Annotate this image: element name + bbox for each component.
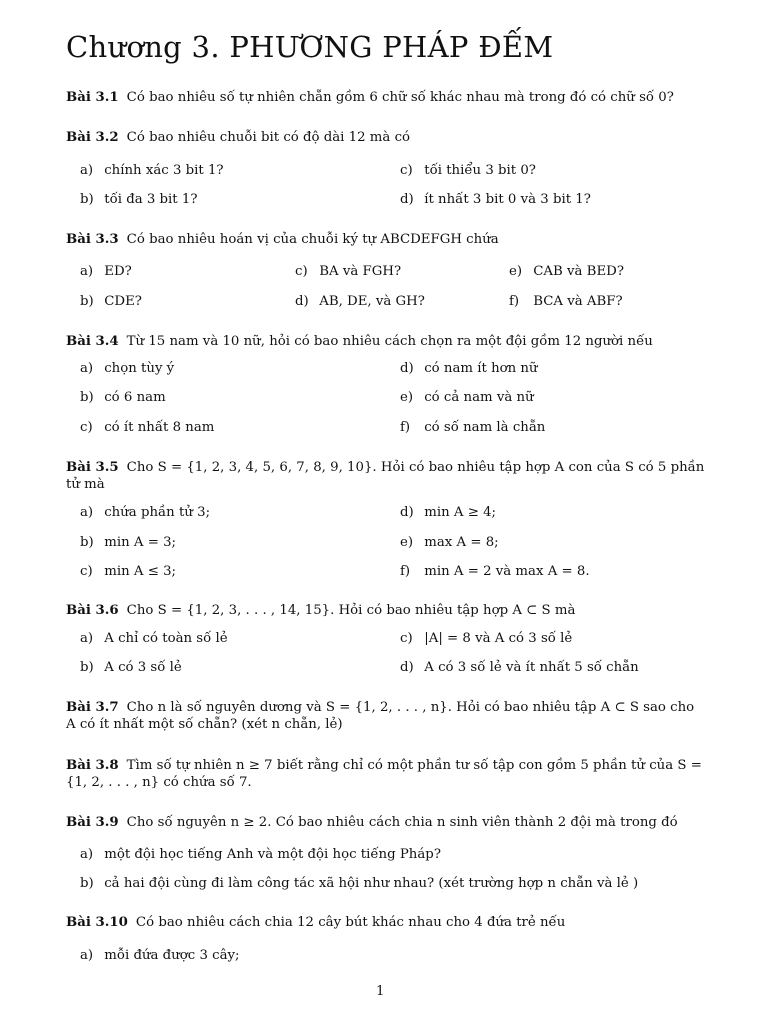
item-text: chính xác 3 bit 1? bbox=[104, 163, 224, 178]
item-marker: b) bbox=[80, 876, 94, 891]
item-text: mỗi đứa được 3 cây; bbox=[104, 948, 240, 963]
list-item bbox=[509, 293, 623, 310]
problem-text: Có bao nhiêu số tự nhiên chẵn gồm 6 chữ số khác nhau mà trong đó có chữ số 0? bbox=[126, 90, 674, 105]
item-text: có cả nam và nữ bbox=[424, 390, 534, 405]
item-text: tối đa 3 bit 1? bbox=[104, 192, 198, 207]
item-marker: e) bbox=[400, 535, 414, 550]
problem-3-3 bbox=[66, 231, 499, 248]
problem-label: Bài 3.4 bbox=[66, 334, 119, 349]
list-item bbox=[80, 875, 638, 892]
item-marker: a) bbox=[80, 948, 94, 963]
item-marker: c) bbox=[400, 163, 413, 178]
item-text: BA và FGH? bbox=[319, 264, 402, 279]
problem-label: Bài 3.7 bbox=[66, 700, 119, 715]
item-marker: b) bbox=[80, 535, 94, 550]
item-marker: d) bbox=[400, 505, 414, 520]
list-item bbox=[400, 659, 639, 676]
problem-text: Cho n là số nguyên dương và S = {1, 2, . . . , n}. Hỏi có bao nhiêu tập A ⊂ S sao cho A có ít nhất một số chẵn? (xét n chẵn, lẻ) bbox=[66, 700, 695, 732]
list-item bbox=[80, 846, 441, 863]
list-item bbox=[400, 191, 591, 208]
item-marker: b) bbox=[80, 192, 94, 207]
list-item bbox=[295, 263, 401, 280]
problem-text: Có bao nhiêu cách chia 12 cây bút khác nhau cho 4 đứa trẻ nếu bbox=[135, 915, 566, 930]
item-marker: f) bbox=[400, 564, 411, 579]
item-marker: a) bbox=[80, 361, 94, 376]
chapter-title: Chương 3. PHƯƠNG PHÁP ĐẾM bbox=[66, 30, 554, 64]
item-marker: d) bbox=[400, 192, 414, 207]
item-text: A có 3 số lẻ bbox=[104, 660, 182, 675]
item-text: chọn tùy ý bbox=[104, 361, 175, 376]
problem-label: Bài 3.10 bbox=[66, 915, 128, 930]
problem-3-10 bbox=[66, 914, 565, 931]
problem-3-2 bbox=[66, 129, 410, 146]
problem-text: Cho số nguyên n ≥ 2. Có bao nhiêu cách chia n sinh viên thành 2 đội mà trong đó bbox=[126, 815, 678, 830]
problem-text: Có bao nhiêu chuỗi bit có độ dài 12 mà có bbox=[126, 130, 411, 145]
list-item bbox=[80, 947, 240, 964]
item-text: có số nam là chẵn bbox=[424, 420, 546, 435]
list-item bbox=[509, 263, 624, 280]
problem-3-6 bbox=[66, 602, 575, 619]
list-item bbox=[80, 563, 176, 580]
item-marker: f) bbox=[400, 420, 411, 435]
item-text: chứa phần tử 3; bbox=[104, 505, 211, 520]
list-item bbox=[400, 630, 572, 647]
item-marker: e) bbox=[509, 264, 523, 279]
item-marker: a) bbox=[80, 264, 94, 279]
problem-label: Bài 3.3 bbox=[66, 232, 119, 247]
list-item bbox=[80, 263, 132, 280]
item-text: min A = 3; bbox=[104, 535, 177, 550]
problem-label: Bài 3.9 bbox=[66, 815, 119, 830]
item-text: có 6 nam bbox=[104, 390, 166, 405]
item-marker: c) bbox=[80, 420, 93, 435]
item-text: ED? bbox=[104, 264, 132, 279]
item-text: |A| = 8 và A có 3 số lẻ bbox=[424, 631, 573, 646]
item-text: AB, DE, và GH? bbox=[319, 294, 425, 309]
item-text: A có 3 số lẻ và ít nhất 5 số chẵn bbox=[424, 660, 639, 675]
item-marker: b) bbox=[80, 294, 94, 309]
list-item bbox=[80, 389, 166, 406]
item-text: tối thiểu 3 bit 0? bbox=[424, 163, 536, 178]
list-item bbox=[400, 360, 538, 377]
item-marker: e) bbox=[400, 390, 414, 405]
list-item bbox=[80, 293, 142, 310]
list-item bbox=[400, 162, 536, 179]
item-marker: f) bbox=[509, 294, 520, 309]
list-item bbox=[80, 191, 197, 208]
problem-text: Cho S = {1, 2, 3, . . . , 14, 15}. Hỏi có bao nhiêu tập hợp A ⊂ S mà bbox=[126, 603, 576, 618]
problem-label: Bài 3.5 bbox=[66, 460, 119, 475]
item-text: cả hai đội cùng đi làm công tác xã hội như nhau? (xét trường hợp n chẵn và lẻ ) bbox=[104, 876, 639, 891]
problem-text: Cho S = {1, 2, 3, 4, 5, 6, 7, 8, 9, 10}. Hỏi có bao nhiêu tập hợp A con của S có 5 phần tử mà bbox=[66, 460, 705, 492]
list-item bbox=[400, 534, 499, 551]
item-text: BCA và ABF? bbox=[533, 294, 623, 309]
item-marker: a) bbox=[80, 505, 94, 520]
list-item bbox=[295, 293, 425, 310]
item-marker: a) bbox=[80, 163, 94, 178]
item-text: min A ≤ 3; bbox=[104, 564, 177, 579]
list-item bbox=[80, 534, 176, 551]
item-marker: a) bbox=[80, 847, 94, 862]
list-item bbox=[80, 360, 174, 377]
problem-3-8 bbox=[66, 757, 706, 791]
item-text: max A = 8; bbox=[424, 535, 499, 550]
page-number: 1 bbox=[376, 984, 385, 999]
problem-3-4 bbox=[66, 333, 653, 350]
list-item bbox=[80, 504, 210, 521]
item-text: A chỉ có toàn số lẻ bbox=[104, 631, 228, 646]
problem-3-7 bbox=[66, 699, 706, 733]
problem-label: Bài 3.2 bbox=[66, 130, 119, 145]
list-item bbox=[400, 389, 534, 406]
item-text: min A ≥ 4; bbox=[424, 505, 497, 520]
item-text: min A = 2 và max A = 8. bbox=[424, 564, 590, 579]
item-marker: b) bbox=[80, 660, 94, 675]
list-item bbox=[400, 419, 545, 436]
problem-text: Có bao nhiêu hoán vị của chuỗi ký tự ABCDEFGH chứa bbox=[126, 232, 499, 247]
item-text: ít nhất 3 bit 0 và 3 bit 1? bbox=[424, 192, 591, 207]
item-marker: d) bbox=[295, 294, 309, 309]
problem-text: Từ 15 nam và 10 nữ, hỏi có bao nhiêu cách chọn ra một đội gồm 12 người nếu bbox=[126, 334, 653, 349]
problem-3-1 bbox=[66, 89, 674, 106]
item-marker: c) bbox=[295, 264, 308, 279]
list-item bbox=[400, 504, 496, 521]
item-marker: d) bbox=[400, 361, 414, 376]
item-text: CAB và BED? bbox=[533, 264, 624, 279]
problem-3-9 bbox=[66, 814, 678, 831]
item-text: có nam ít hơn nữ bbox=[424, 361, 538, 376]
problem-label: Bài 3.8 bbox=[66, 758, 119, 773]
item-marker: c) bbox=[400, 631, 413, 646]
item-text: CDE? bbox=[104, 294, 142, 309]
item-marker: a) bbox=[80, 631, 94, 646]
problem-label: Bài 3.6 bbox=[66, 603, 119, 618]
list-item bbox=[80, 419, 214, 436]
item-marker: b) bbox=[80, 390, 94, 405]
item-marker: c) bbox=[80, 564, 93, 579]
item-marker: d) bbox=[400, 660, 414, 675]
list-item bbox=[80, 659, 182, 676]
problem-text: Tìm số tự nhiên n ≥ 7 biết rằng chỉ có một phần tư số tập con gồm 5 phần tử của S = {1, 2, . . . , n} có chứa số 7. bbox=[66, 758, 702, 790]
list-item bbox=[80, 162, 224, 179]
problem-3-5 bbox=[66, 459, 706, 493]
list-item bbox=[400, 563, 590, 580]
item-text: có ít nhất 8 nam bbox=[104, 420, 215, 435]
problem-label: Bài 3.1 bbox=[66, 90, 119, 105]
list-item bbox=[80, 630, 228, 647]
item-text: một đội học tiếng Anh và một đội học tiếng Pháp? bbox=[104, 847, 441, 862]
